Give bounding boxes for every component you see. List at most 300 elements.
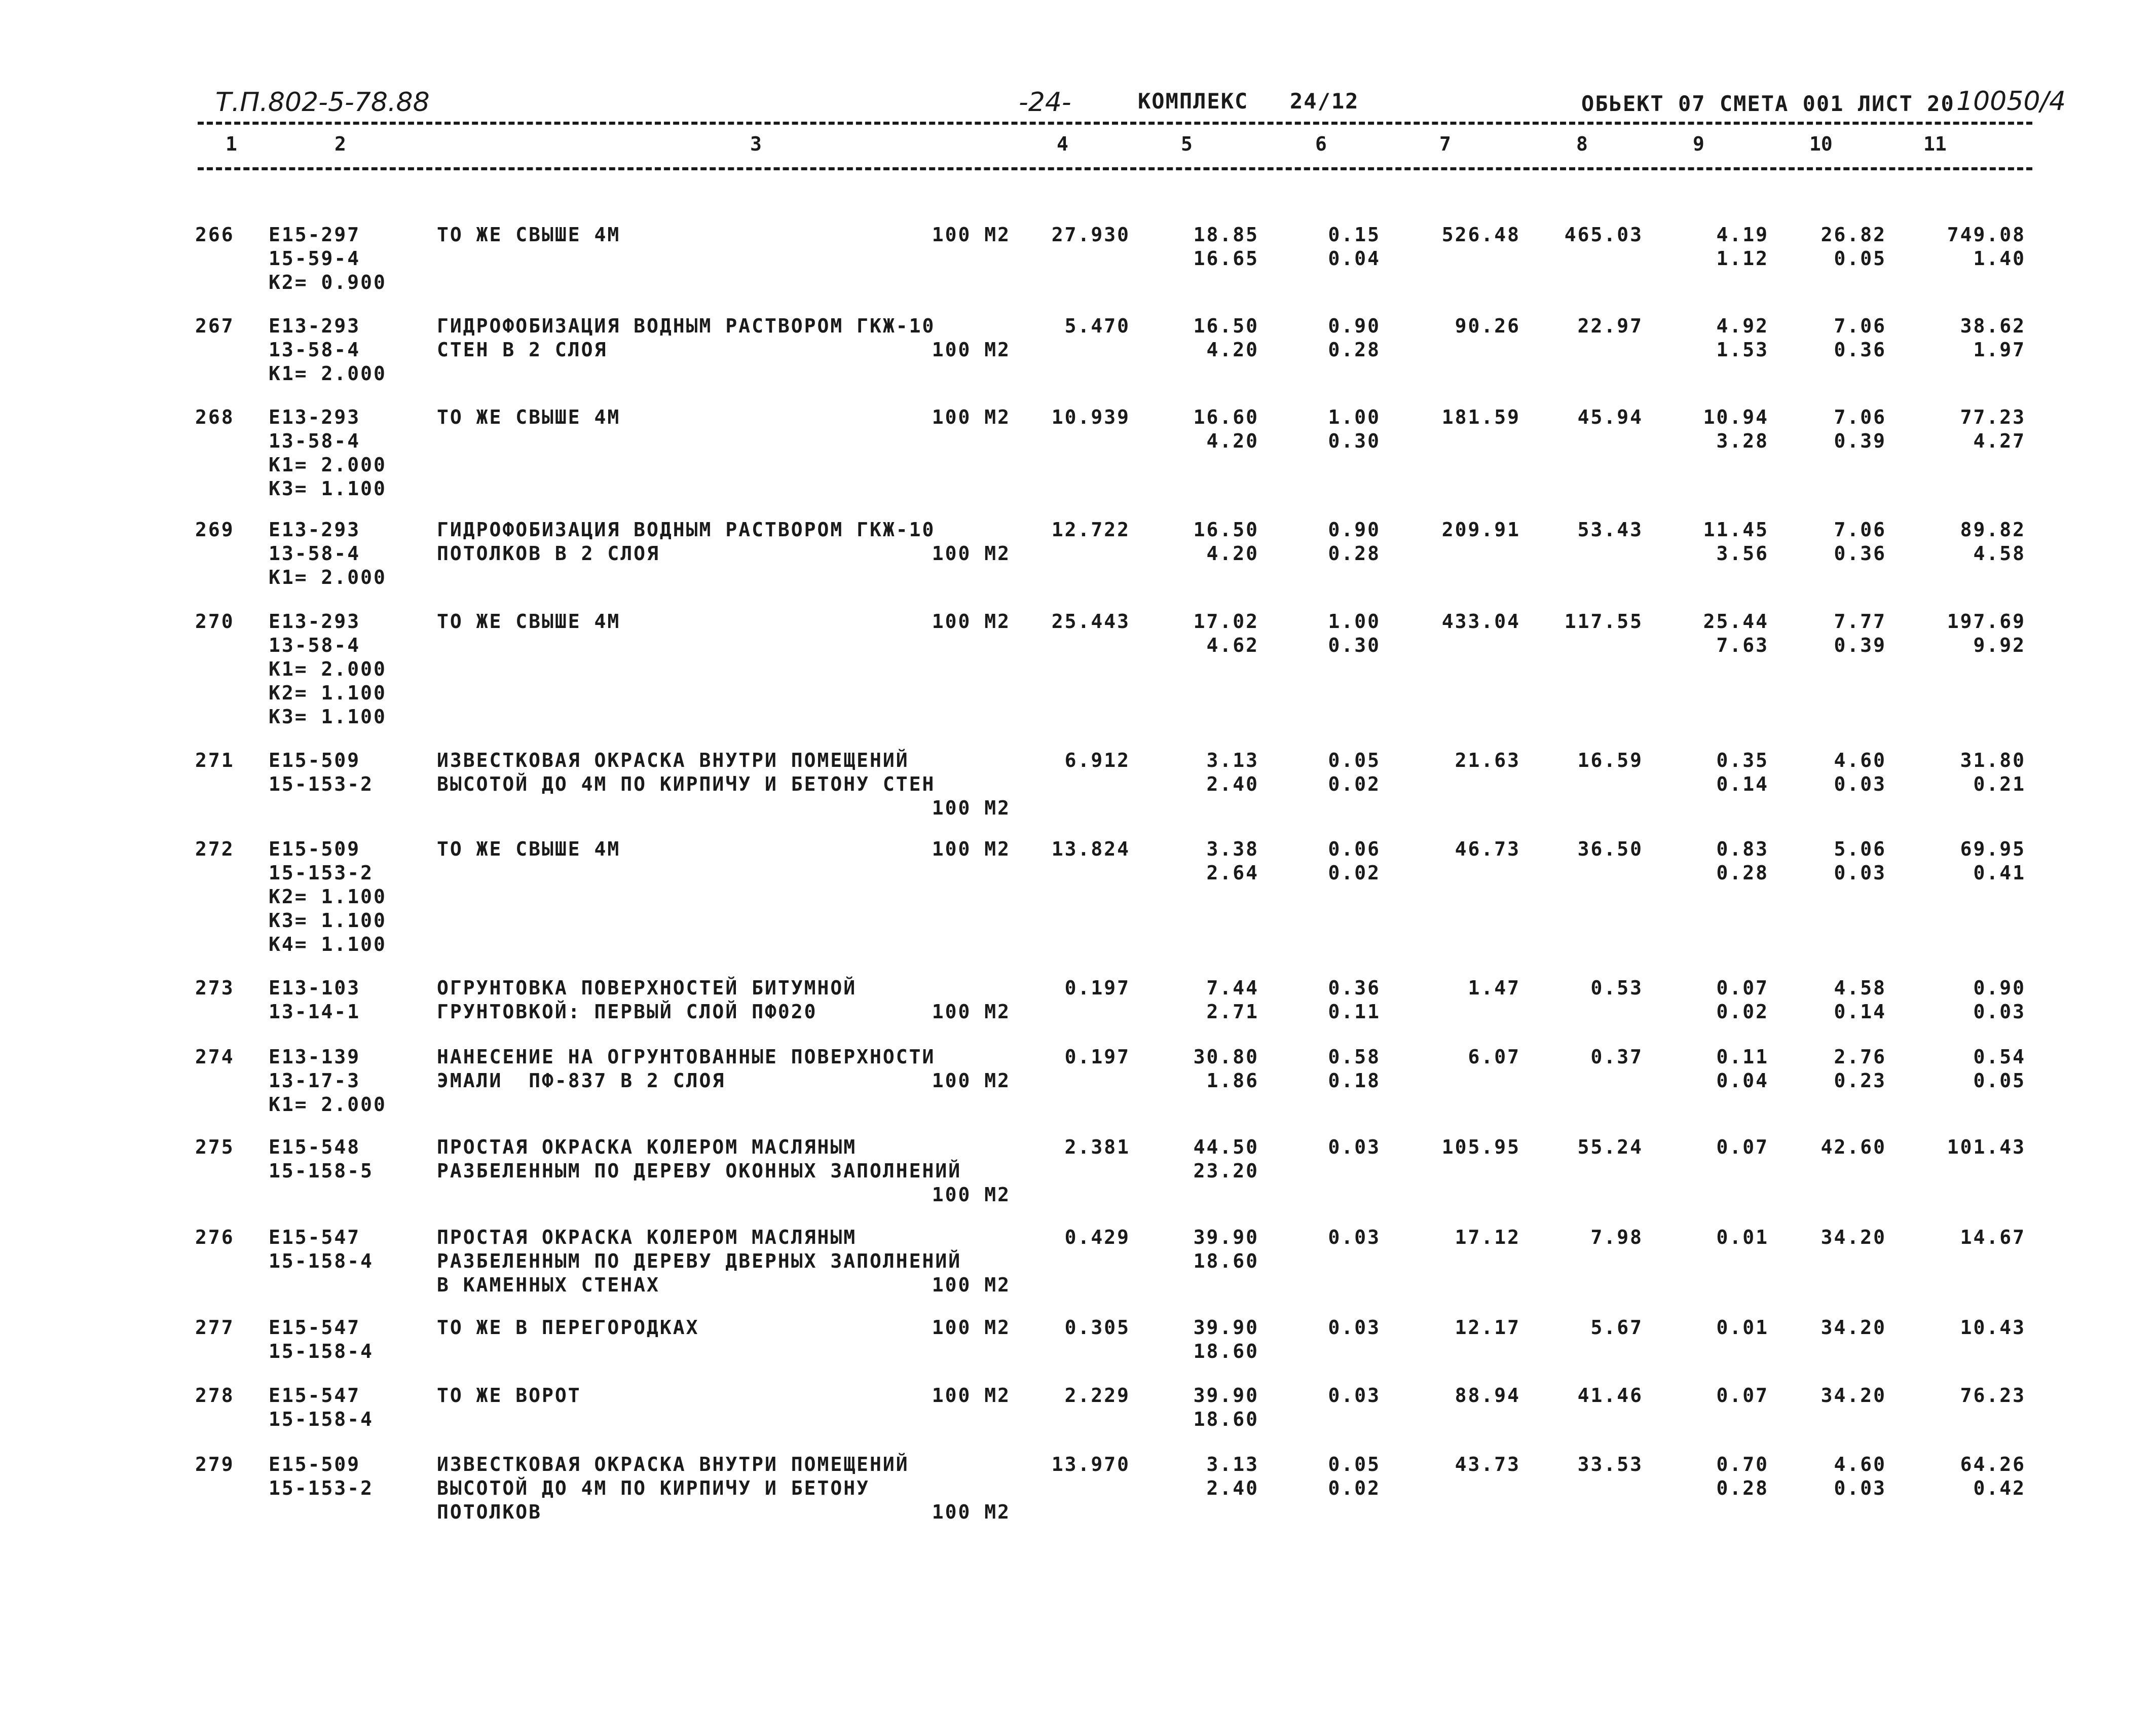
table-row — [0, 405, 2155, 500]
description-line: В КАМЕННЫХ СТЕНАХ — [437, 1274, 660, 1296]
table-row — [0, 610, 2155, 728]
value-line: 1.97 — [1973, 339, 2026, 361]
total-cost: 21.63 — [1455, 749, 1520, 771]
rate-code-line: К1= 2.000 — [269, 658, 387, 680]
value-line: 0.42 — [1973, 1477, 2026, 1499]
value-c6 — [1267, 1135, 1381, 1159]
rate-codes — [269, 405, 387, 501]
value-line: 30.80 — [1193, 1046, 1259, 1068]
value-line: 1.00 — [1328, 406, 1381, 428]
rate-codes — [269, 610, 387, 729]
value-line: 4.19 — [1716, 224, 1769, 246]
row-number: 273 — [195, 977, 235, 999]
rate-code-line: Е15-547 — [269, 1384, 361, 1407]
column-header-3: 3 — [750, 133, 762, 155]
value-c11 — [1893, 1226, 2026, 1249]
rate-codes — [269, 1384, 374, 1431]
value-c5 — [1150, 314, 1259, 362]
wages-cost: 465.03 — [1564, 224, 1643, 246]
description-line: ВЫСОТОЙ ДО 4М ПО КИРПИЧУ И БЕТОНУ СТЕН — [437, 773, 936, 795]
value-line: 3.56 — [1716, 542, 1769, 565]
description-line: ПОТОЛКОВ — [437, 1501, 542, 1523]
rate-codes — [269, 1226, 374, 1273]
work-description — [437, 610, 1011, 634]
total-cost: 433.04 — [1441, 610, 1520, 633]
row-number: 269 — [195, 519, 235, 541]
value-line: 0.06 — [1328, 838, 1381, 860]
value-line: 34.20 — [1820, 1316, 1886, 1339]
complex-number: 24/12 — [1290, 89, 1359, 114]
total-cost: 12.17 — [1455, 1316, 1520, 1339]
quantity: 13.824 — [1051, 838, 1130, 860]
description-line: ЭМАЛИ ПФ-837 В 2 СЛОЯ — [437, 1069, 726, 1092]
value-line: 0.05 — [1328, 749, 1381, 771]
value-line: 1.12 — [1716, 247, 1769, 270]
unit-of-measure: 100 М2 — [932, 610, 1011, 633]
column-header-9: 9 — [1693, 133, 1704, 155]
value-c6 — [1267, 1045, 1381, 1093]
value-c5 — [1150, 976, 1259, 1024]
value-line: 2.40 — [1206, 773, 1259, 795]
value-line: 64.26 — [1960, 1453, 2026, 1475]
value-line: 0.83 — [1716, 838, 1769, 860]
value-line: 4.20 — [1206, 339, 1259, 361]
wages-cost: 55.24 — [1577, 1136, 1643, 1158]
rate-codes — [269, 1316, 374, 1363]
value-line: 89.82 — [1960, 519, 2026, 541]
table-row — [0, 1453, 2155, 1523]
description-line: ПРОСТАЯ ОКРАСКА КОЛЕРОМ МАСЛЯНЫМ — [437, 1136, 857, 1158]
rate-code-line: 13-58-4 — [269, 634, 361, 656]
value-line: 0.39 — [1834, 430, 1886, 452]
unit-of-measure: 100 М2 — [932, 1316, 1011, 1339]
rate-code-line: К2= 1.100 — [269, 682, 387, 704]
value-line: 0.02 — [1328, 1477, 1381, 1499]
value-c10 — [1774, 314, 1886, 362]
work-description — [437, 1135, 1011, 1206]
table-row — [0, 837, 2155, 955]
row-number: 279 — [195, 1453, 235, 1475]
value-c9 — [1652, 314, 1769, 362]
value-c11 — [1893, 976, 2026, 1024]
value-line: 4.58 — [1973, 542, 2026, 565]
table-row — [0, 749, 2155, 819]
value-line: 0.04 — [1716, 1069, 1769, 1092]
quantity: 0.197 — [1064, 1046, 1130, 1068]
value-line: 0.07 — [1716, 1136, 1769, 1158]
value-line: 18.60 — [1193, 1250, 1259, 1272]
table-row — [0, 1384, 2155, 1430]
value-line: 197.69 — [1947, 610, 2026, 633]
quantity: 0.305 — [1064, 1316, 1130, 1339]
rate-code-line: Е15-509 — [269, 749, 361, 771]
value-c9 — [1652, 1453, 1769, 1500]
value-c6 — [1267, 976, 1381, 1024]
value-line: 39.90 — [1193, 1384, 1259, 1407]
value-line: 0.36 — [1328, 977, 1381, 999]
column-header-8: 8 — [1576, 133, 1588, 155]
work-description — [437, 1384, 1011, 1408]
total-cost: 209.91 — [1441, 519, 1520, 541]
description-line: ТО ЖЕ СВЫШЕ 4М — [437, 224, 621, 246]
rate-code-line: 15-158-4 — [269, 1250, 374, 1272]
value-line: 39.90 — [1193, 1316, 1259, 1339]
table-row — [0, 518, 2155, 588]
value-line: 26.82 — [1820, 224, 1886, 246]
value-c9 — [1652, 518, 1769, 566]
table-row — [0, 223, 2155, 293]
work-description — [437, 976, 1011, 1024]
value-line: 0.90 — [1973, 977, 2026, 999]
value-c6 — [1267, 610, 1381, 657]
value-line: 9.92 — [1973, 634, 2026, 656]
description-line: ГРУНТОВКОЙ: ПЕРВЫЙ СЛОЙ ПФ020 — [437, 1001, 818, 1023]
header-separator-bottom — [198, 167, 2032, 170]
rate-code-line: Е13-139 — [269, 1046, 361, 1068]
rate-code-line: Е13-293 — [269, 315, 361, 337]
row-number: 274 — [195, 1046, 235, 1068]
column-header-6: 6 — [1315, 133, 1327, 155]
work-description — [437, 314, 1011, 362]
wages-cost: 5.67 — [1590, 1316, 1643, 1339]
value-line: 0.07 — [1716, 977, 1769, 999]
row-number: 278 — [195, 1384, 235, 1407]
total-cost: 88.94 — [1455, 1384, 1520, 1407]
rate-code-line: К3= 1.100 — [269, 706, 387, 728]
rate-code-line: Е15-547 — [269, 1316, 361, 1339]
rate-code-line: Е15-509 — [269, 1453, 361, 1475]
value-line: 18.85 — [1193, 224, 1259, 246]
value-line: 34.20 — [1820, 1384, 1886, 1407]
value-line: 18.60 — [1193, 1340, 1259, 1362]
value-c10 — [1774, 976, 1886, 1024]
value-c10 — [1774, 1384, 1886, 1408]
value-line: 7.77 — [1834, 610, 1886, 633]
value-line: 0.28 — [1716, 862, 1769, 884]
value-line: 16.60 — [1193, 406, 1259, 428]
unit-of-measure: 100 М2 — [932, 838, 1011, 860]
value-c11 — [1893, 1135, 2026, 1159]
column-header-7: 7 — [1439, 133, 1451, 155]
rate-code-line: 15-153-2 — [269, 773, 374, 795]
complex-label: КОМПЛЕКС — [1138, 89, 1249, 114]
handwritten-code: 10050/4 — [1956, 86, 2066, 117]
value-line: 0.11 — [1328, 1001, 1381, 1023]
unit-of-measure: 100 М2 — [932, 1501, 1011, 1523]
value-line: 0.28 — [1328, 542, 1381, 565]
rate-codes — [269, 1453, 374, 1500]
unit-of-measure: 100 М2 — [932, 224, 1011, 246]
value-line: 0.54 — [1973, 1046, 2026, 1068]
quantity: 0.429 — [1064, 1226, 1130, 1248]
value-line: 0.04 — [1328, 247, 1381, 270]
value-c6 — [1267, 223, 1381, 271]
value-c6 — [1267, 1453, 1381, 1500]
rate-code-line: К1= 2.000 — [269, 362, 387, 385]
rate-code-line: Е13-293 — [269, 610, 361, 633]
work-description — [437, 1453, 1011, 1524]
unit-of-measure: 100 М2 — [932, 1274, 1011, 1296]
rate-code-line: К2= 1.100 — [269, 885, 387, 908]
rate-code-line: К1= 2.000 — [269, 454, 387, 476]
total-cost: 46.73 — [1455, 838, 1520, 860]
description-line: ИЗВЕСТКОВАЯ ОКРАСКА ВНУТРИ ПОМЕЩЕНИЙ — [437, 1453, 909, 1475]
value-c6 — [1267, 518, 1381, 566]
value-line: 4.58 — [1834, 977, 1886, 999]
column-header-10: 10 — [1809, 133, 1833, 155]
rate-code-line: Е15-297 — [269, 224, 361, 246]
page-number: -24- — [1019, 87, 1071, 118]
value-line: 11.45 — [1703, 519, 1769, 541]
value-line: 0.02 — [1328, 862, 1381, 884]
value-c9 — [1652, 610, 1769, 657]
total-cost: 6.07 — [1468, 1046, 1520, 1068]
value-c6 — [1267, 314, 1381, 362]
rate-codes — [269, 1135, 374, 1183]
column-header-2: 2 — [335, 133, 346, 155]
value-c9 — [1652, 837, 1769, 885]
value-line: 0.39 — [1834, 634, 1886, 656]
description-line: ТО ЖЕ ВОРОТ — [437, 1384, 581, 1407]
work-description — [437, 749, 1011, 819]
total-cost: 90.26 — [1455, 315, 1520, 337]
rate-code-line: Е15-509 — [269, 838, 361, 860]
rate-code-line: 13-17-3 — [269, 1069, 361, 1092]
table-row — [0, 1045, 2155, 1116]
total-cost: 1.47 — [1468, 977, 1520, 999]
value-c9 — [1652, 405, 1769, 453]
value-line: 23.20 — [1193, 1160, 1259, 1182]
value-line: 0.03 — [1328, 1136, 1381, 1158]
header-separator-top — [198, 122, 2032, 125]
value-c10 — [1774, 749, 1886, 796]
description-line: РАЗБЕЛЕННЫМ ПО ДЕРЕВУ ДВЕРНЫХ ЗАПОЛНЕНИЙ — [437, 1250, 962, 1272]
value-line: 2.76 — [1834, 1046, 1886, 1068]
value-line: 44.50 — [1193, 1136, 1259, 1158]
value-line: 3.13 — [1206, 1453, 1259, 1475]
rate-code-line: 15-59-4 — [269, 247, 361, 270]
value-line: 0.90 — [1328, 519, 1381, 541]
value-line: 3.13 — [1206, 749, 1259, 771]
description-line: ТО ЖЕ СВЫШЕ 4М — [437, 610, 621, 633]
work-description — [437, 518, 1011, 566]
unit-of-measure: 100 М2 — [932, 339, 1011, 361]
value-line: 7.63 — [1716, 634, 1769, 656]
quantity: 13.970 — [1051, 1453, 1130, 1475]
row-number: 272 — [195, 838, 235, 860]
value-c9 — [1652, 976, 1769, 1024]
rate-codes — [269, 1045, 387, 1117]
unit-of-measure: 100 М2 — [932, 1184, 1011, 1206]
value-line: 5.06 — [1834, 838, 1886, 860]
description-line: ТО ЖЕ СВЫШЕ 4М — [437, 838, 621, 860]
rate-codes — [269, 314, 387, 386]
description-line: ПОТОЛКОВ В 2 СЛОЯ — [437, 542, 660, 565]
wages-cost: 0.53 — [1590, 977, 1643, 999]
value-line: 42.60 — [1820, 1136, 1886, 1158]
unit-of-measure: 100 М2 — [932, 542, 1011, 565]
wages-cost: 41.46 — [1577, 1384, 1643, 1407]
value-line: 0.36 — [1834, 542, 1886, 565]
value-line: 0.05 — [1834, 247, 1886, 270]
description-line: ТО ЖЕ СВЫШЕ 4М — [437, 406, 621, 428]
description-line: НАНЕСЕНИЕ НА ОГРУНТОВАННЫЕ ПОВЕРХНОСТИ — [437, 1046, 936, 1068]
value-c5 — [1150, 1135, 1259, 1183]
value-line: 0.03 — [1328, 1316, 1381, 1339]
value-line: 0.03 — [1973, 1001, 2026, 1023]
row-number: 275 — [195, 1136, 235, 1158]
value-c9 — [1652, 1135, 1769, 1159]
value-line: 0.05 — [1973, 1069, 2026, 1092]
object-estimate-sheet: ОБЬЕКТ 07 СМЕТА 001 ЛИСТ 20 — [1581, 91, 1955, 116]
value-line: 4.60 — [1834, 1453, 1886, 1475]
quantity: 5.470 — [1064, 315, 1130, 337]
value-line: 0.90 — [1328, 315, 1381, 337]
value-line: 4.62 — [1206, 634, 1259, 656]
wages-cost: 0.37 — [1590, 1046, 1643, 1068]
value-c5 — [1150, 837, 1259, 885]
rate-code-line: 15-153-2 — [269, 862, 374, 884]
rate-code-line: 13-14-1 — [269, 1001, 361, 1023]
rate-code-line: Е13-293 — [269, 519, 361, 541]
value-c5 — [1150, 1453, 1259, 1500]
value-line: 31.80 — [1960, 749, 2026, 771]
value-c9 — [1652, 749, 1769, 796]
value-c5 — [1150, 1226, 1259, 1273]
value-line: 0.03 — [1328, 1226, 1381, 1248]
row-number: 268 — [195, 406, 235, 428]
value-line: 4.20 — [1206, 430, 1259, 452]
value-c9 — [1652, 1226, 1769, 1249]
value-c9 — [1652, 223, 1769, 271]
row-number: 277 — [195, 1316, 235, 1339]
row-number: 267 — [195, 315, 235, 337]
value-line: 14.67 — [1960, 1226, 2026, 1248]
value-c9 — [1652, 1045, 1769, 1093]
value-c10 — [1774, 1135, 1886, 1159]
value-line: 7.44 — [1206, 977, 1259, 999]
value-line: 0.30 — [1328, 634, 1381, 656]
quantity: 6.912 — [1064, 749, 1130, 771]
value-c11 — [1893, 1453, 2026, 1500]
description-line: ГИДРОФОБИЗАЦИЯ ВОДНЫМ РАСТВОРОМ ГКЖ-10 — [437, 315, 936, 337]
rate-code-line: Е13-103 — [269, 977, 361, 999]
column-header-5: 5 — [1181, 133, 1193, 155]
value-line: 0.03 — [1328, 1384, 1381, 1407]
table-row — [0, 1316, 2155, 1362]
value-c11 — [1893, 1316, 2026, 1340]
description-line: ОГРУНТОВКА ПОВЕРХНОСТЕЙ БИТУМНОЙ — [437, 977, 857, 999]
value-line: 4.27 — [1973, 430, 2026, 452]
rate-code-line: К1= 2.000 — [269, 1093, 387, 1116]
value-c10 — [1774, 518, 1886, 566]
value-line: 10.94 — [1703, 406, 1769, 428]
description-line: ГИДРОФОБИЗАЦИЯ ВОДНЫМ РАСТВОРОМ ГКЖ-10 — [437, 519, 936, 541]
value-c11 — [1893, 749, 2026, 796]
wages-cost: 45.94 — [1577, 406, 1643, 428]
table-row — [0, 1135, 2155, 1206]
value-c9 — [1652, 1384, 1769, 1408]
value-line: 0.41 — [1973, 862, 2026, 884]
value-c11 — [1893, 518, 2026, 566]
value-line: 7.06 — [1834, 406, 1886, 428]
value-line: 0.03 — [1834, 1477, 1886, 1499]
value-line: 76.23 — [1960, 1384, 2026, 1407]
wages-cost: 117.55 — [1564, 610, 1643, 633]
value-line: 0.02 — [1328, 773, 1381, 795]
rate-code-line: К1= 2.000 — [269, 566, 387, 588]
value-c5 — [1150, 1045, 1259, 1093]
table-row — [0, 1226, 2155, 1296]
quantity: 2.381 — [1064, 1136, 1130, 1158]
value-line: 39.90 — [1193, 1226, 1259, 1248]
quantity: 0.197 — [1064, 977, 1130, 999]
value-line: 0.03 — [1834, 773, 1886, 795]
value-line: 4.20 — [1206, 542, 1259, 565]
description-line: ТО ЖЕ В ПЕРЕГОРОДКАХ — [437, 1316, 699, 1339]
description-line: РАЗБЕЛЕННЫМ ПО ДЕРЕВУ ОКОННЫХ ЗАПОЛНЕНИЙ — [437, 1160, 962, 1182]
rate-code-line: К4= 1.100 — [269, 933, 387, 955]
value-line: 10.43 — [1960, 1316, 2026, 1339]
value-c10 — [1774, 1045, 1886, 1093]
value-line: 1.40 — [1973, 247, 2026, 270]
total-cost: 526.48 — [1441, 224, 1520, 246]
value-line: 4.92 — [1716, 315, 1769, 337]
value-c5 — [1150, 610, 1259, 657]
value-c6 — [1267, 1316, 1381, 1340]
description-line: ИЗВЕСТКОВАЯ ОКРАСКА ВНУТРИ ПОМЕЩЕНИЙ — [437, 749, 909, 771]
total-cost: 17.12 — [1455, 1226, 1520, 1248]
value-c11 — [1893, 837, 2026, 885]
value-c6 — [1267, 1384, 1381, 1408]
value-line: 0.05 — [1328, 1453, 1381, 1475]
rate-code-line: 15-158-4 — [269, 1340, 374, 1362]
row-number: 270 — [195, 610, 235, 633]
wages-cost: 36.50 — [1577, 838, 1643, 860]
value-line: 16.65 — [1193, 247, 1259, 270]
wages-cost: 33.53 — [1577, 1453, 1643, 1475]
document-reference: Т.П.802-5-78.88 — [215, 87, 430, 118]
rate-codes — [269, 518, 387, 589]
value-line: 0.28 — [1328, 339, 1381, 361]
value-c11 — [1893, 1384, 2026, 1408]
value-c5 — [1150, 749, 1259, 796]
row-number: 276 — [195, 1226, 235, 1248]
quantity: 12.722 — [1051, 519, 1130, 541]
value-line: 17.02 — [1193, 610, 1259, 633]
unit-of-measure: 100 М2 — [932, 1001, 1011, 1023]
value-line: 0.14 — [1716, 773, 1769, 795]
rate-codes — [269, 976, 360, 1024]
total-cost: 181.59 — [1441, 406, 1520, 428]
work-description — [437, 1316, 1011, 1340]
rate-codes — [269, 223, 387, 294]
value-c11 — [1893, 405, 2026, 453]
value-c10 — [1774, 223, 1886, 271]
value-line: 2.40 — [1206, 1477, 1259, 1499]
value-c6 — [1267, 749, 1381, 796]
value-c10 — [1774, 610, 1886, 657]
value-line: 25.44 — [1703, 610, 1769, 633]
value-line: 18.60 — [1193, 1408, 1259, 1430]
value-c5 — [1150, 1316, 1259, 1363]
row-number: 271 — [195, 749, 235, 771]
value-line: 77.23 — [1960, 406, 2026, 428]
table-row — [0, 976, 2155, 1023]
value-line: 0.58 — [1328, 1046, 1381, 1068]
description-line: ПРОСТАЯ ОКРАСКА КОЛЕРОМ МАСЛЯНЫМ — [437, 1226, 857, 1248]
value-c5 — [1150, 223, 1259, 271]
